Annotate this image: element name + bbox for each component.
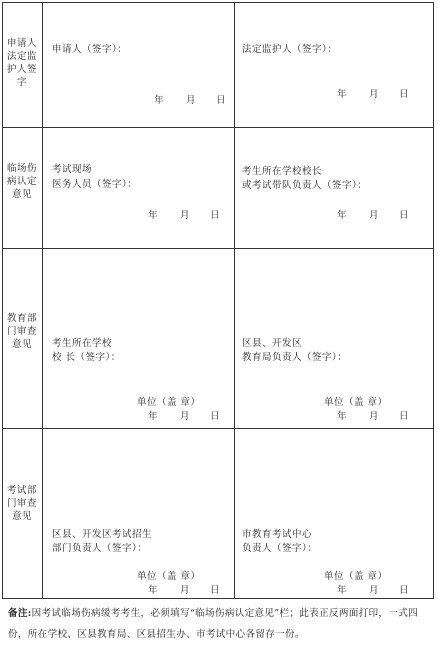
row-label-applicant: 申请人法定监护人签字	[6, 38, 37, 88]
principal-line1: 考生所在学校校长	[242, 166, 323, 177]
exam-dept-date: 年 月 日	[148, 585, 221, 596]
principal-signature-label: 或考试带队负责人（签字）：	[242, 180, 368, 191]
district-line1: 区县、开发区	[242, 338, 303, 349]
medical-staff-signature-label: 医务人员（签字）：	[52, 179, 138, 190]
school-line1: 考生所在学校	[52, 338, 113, 349]
label-column-divider	[42, 2, 43, 598]
school-principal-signature-label: 校 长（签字）：	[52, 352, 121, 363]
table-border-top	[2, 2, 434, 3]
row-label-education-review: 教育部门审查意见	[6, 313, 37, 350]
guardian-date: 年 月 日	[337, 89, 410, 100]
medical-staff-line1: 考试现场	[52, 164, 93, 175]
table-border-bottom	[2, 598, 434, 599]
school-seal-label: 单位（盖 章）	[137, 397, 201, 408]
row-label-exam-review: 考试部门审查意见	[6, 485, 37, 522]
row-divider-3	[2, 428, 434, 429]
row-divider-2	[2, 248, 434, 249]
remarks-note	[8, 603, 433, 645]
exam-center-seal-label: 单位（盖 章）	[324, 571, 388, 582]
city-exam-center-line1: 市教育考试中心	[242, 529, 313, 540]
table-border-right	[433, 2, 434, 598]
exam-center-signature-label: 负责人（签字）：	[242, 543, 318, 554]
row-divider-1	[2, 127, 434, 128]
row-label-injury-confirmation: 临场伤病认定意见	[6, 163, 37, 200]
principal-date: 年 月 日	[337, 210, 410, 221]
district-exam-line1: 区县、开发区考试招生	[52, 529, 153, 540]
exam-dept-signature-label: 部门负责人（签字）：	[52, 543, 148, 554]
remarks-prefix: 备注:	[8, 608, 32, 619]
exam-center-date: 年 月 日	[337, 585, 410, 596]
education-bureau-signature-label: 教育局负责人（签字）：	[242, 352, 348, 363]
table-border-left	[2, 2, 3, 598]
middle-column-divider	[234, 2, 235, 598]
bureau-seal-label: 单位（盖 章）	[324, 397, 388, 408]
guardian-signature-label: 法定监护人（签字）：	[242, 44, 338, 55]
exam-dept-seal-label: 单位（盖 章）	[137, 571, 201, 582]
medical-staff-date: 年 月 日	[148, 210, 221, 221]
remarks-text: 因考试临场伤病缓考考生，必须填写“临场伤病认定意见”栏；此表正反两面打印，一式四份，所在学校、区县教育局、区县招生办、市考试中心各留存一份。	[8, 608, 419, 640]
applicant-signature-label: 申请人（签字）：	[52, 44, 128, 55]
bureau-date: 年 月 日	[337, 411, 410, 422]
school-date: 年 月 日	[148, 411, 221, 422]
applicant-date: 年 月 日	[154, 95, 227, 106]
